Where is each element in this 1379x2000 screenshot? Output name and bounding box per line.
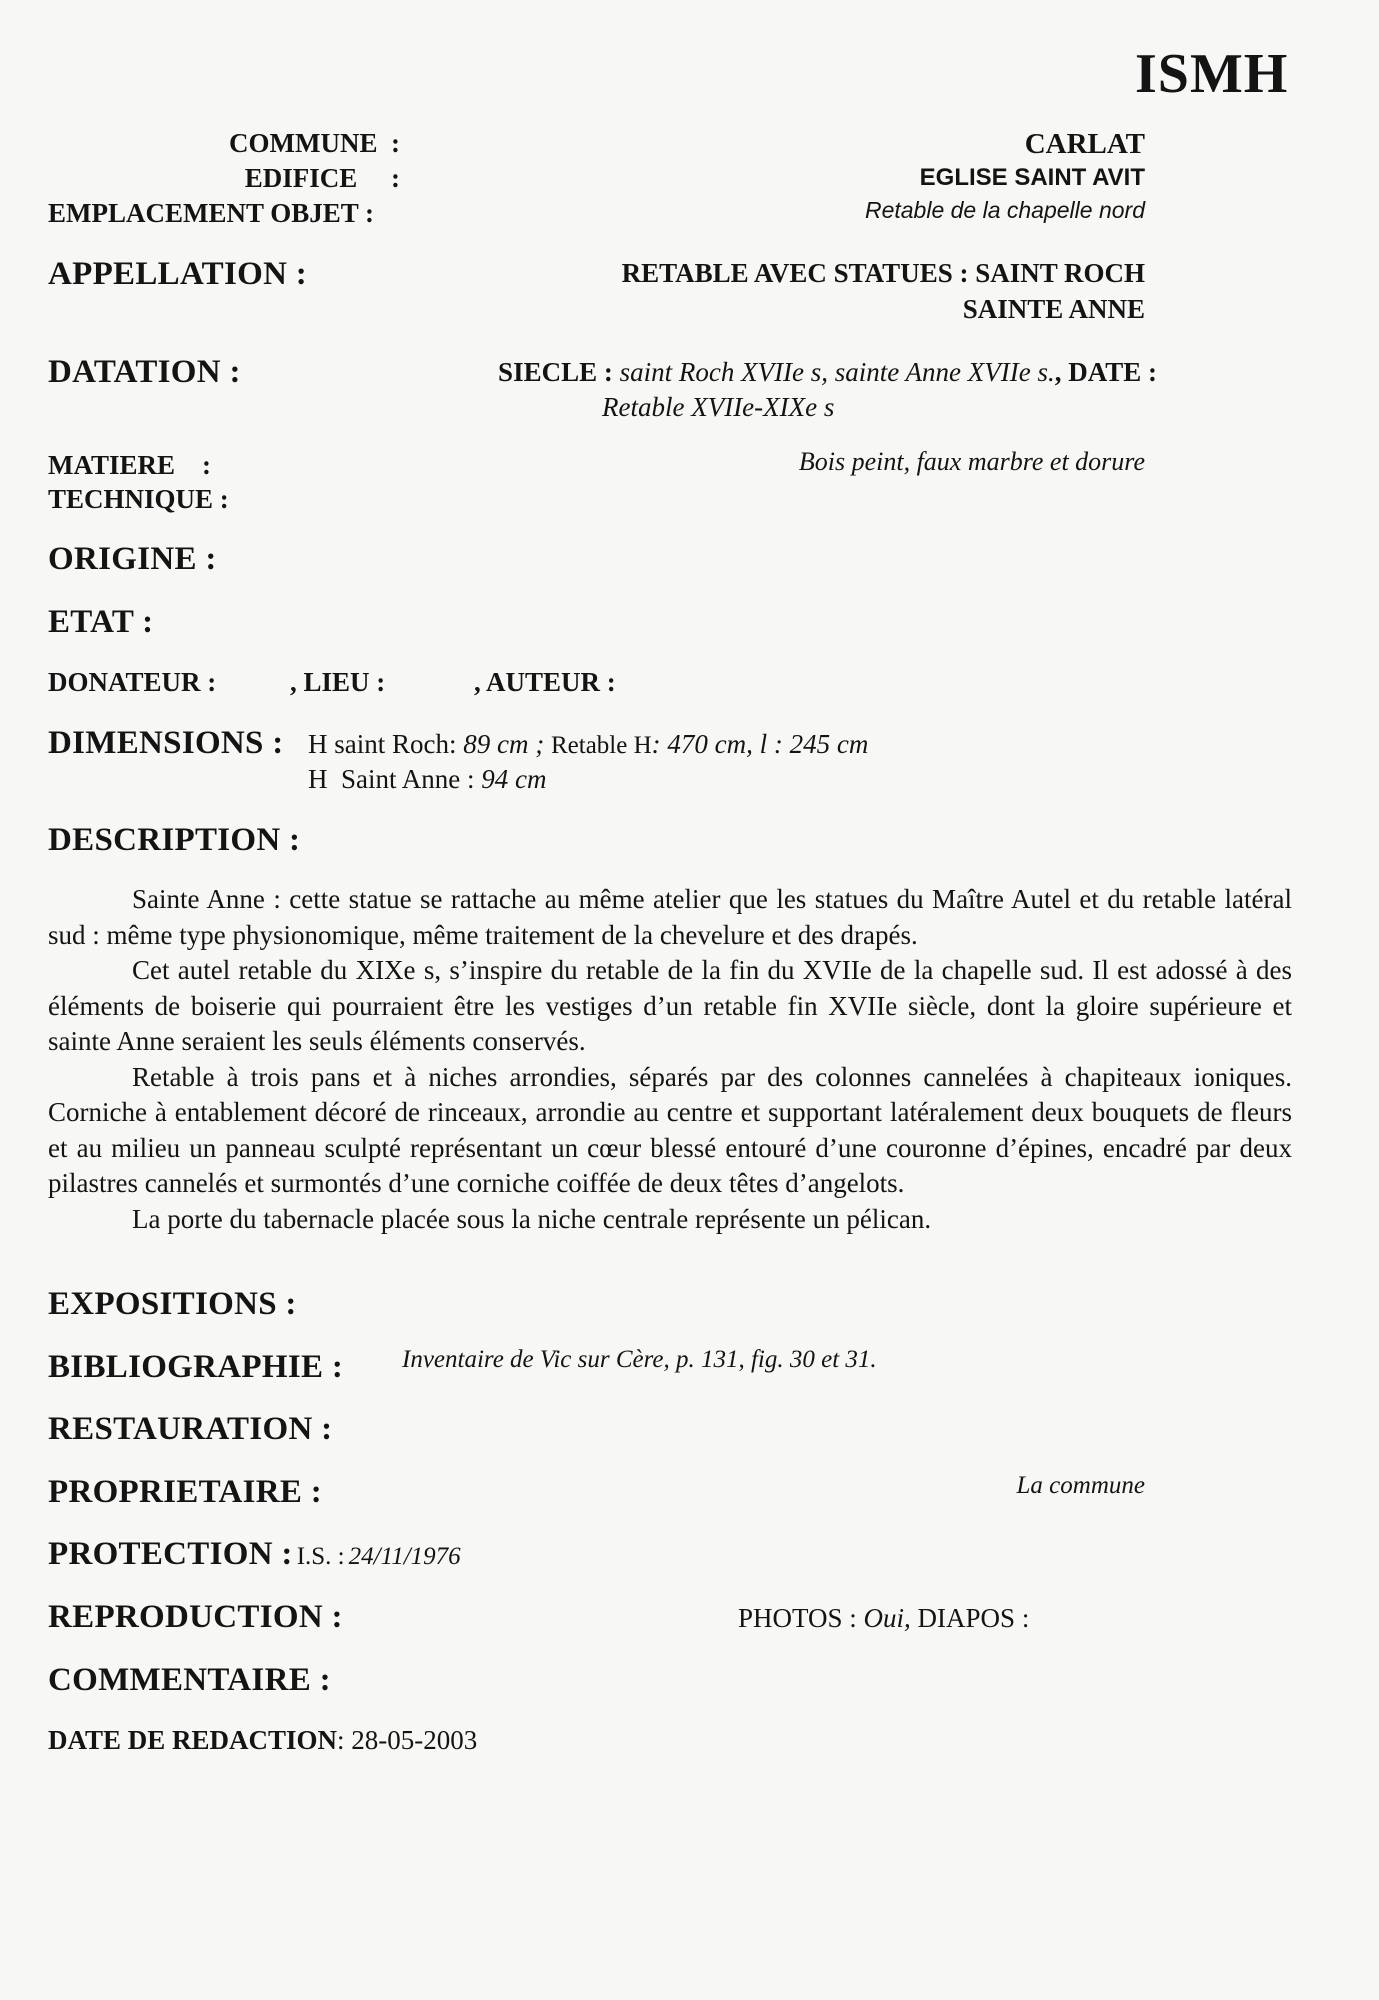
appellation-line1: RETABLE AVEC STATUES : SAINT ROCH [621, 258, 1145, 288]
protection-type: I.S. : [296, 1543, 345, 1570]
dimensions-line2 [308, 764, 547, 795]
description-paragraph: Retable à trois pans et à niches arrondies, séparés par des colonnes cannelées à chapiteaux ioniques. Corniche à entablement décoré de rinceaux, arrondie au centre et supportant latéralement deux bouquets de fleurs et au milieu un panneau sculpté représentant un cœur blessé entouré d’une couronne d’épines, encadré par deux pilastres cannelés et surmontés d’une corniche coiffée de deux têtes d’angelots. [48, 1061, 1292, 1198]
origine-label: ORIGINE : [48, 541, 217, 577]
donateur-label: DONATEUR : [48, 667, 217, 697]
siecle-label: SIECLE : [498, 357, 613, 387]
dimensions-label: DIMENSIONS : [48, 725, 284, 761]
auteur-label: , AUTEUR : [474, 667, 616, 697]
date-label: , DATE : [1054, 357, 1157, 387]
ismh-stamp: ISMH [1135, 43, 1289, 105]
commune-value: CARLAT [1024, 128, 1145, 160]
dim-sainte-anne-sep: : [467, 764, 475, 794]
emplacement-label: EMPLACEMENT OBJET : [48, 198, 375, 228]
dim-sainte-anne-label: H Saint Anne [308, 764, 461, 794]
dim-retable-label: Retable H [550, 732, 652, 759]
date-redaction-label: DATE DE REDACTION [48, 1725, 338, 1755]
appellation-line2: SAINTE ANNE [962, 294, 1145, 324]
bibliographie-label: BIBLIOGRAPHIE : [48, 1349, 344, 1385]
edifice-label: EDIFICE : [244, 163, 400, 193]
dim-saint-roch-value: 89 cm ; [463, 729, 545, 759]
date-redaction-value: : 28-05-2003 [337, 1725, 478, 1755]
expositions-label: EXPOSITIONS : [48, 1286, 297, 1322]
reproduction-photos [738, 1603, 1029, 1634]
diapos-label: DIAPOS : [917, 1603, 1030, 1633]
description-paragraph: La porte du tabernacle placée sous la niche centrale représente un pélican. [132, 1203, 932, 1234]
date-redaction-row [48, 1725, 477, 1756]
photos-label: PHOTOS : [738, 1603, 857, 1633]
matiere-label: MATIERE : [48, 450, 212, 480]
datation-line1 [498, 357, 1157, 388]
dimensions-line1 [308, 729, 868, 760]
appellation-label: APPELLATION : [48, 256, 308, 292]
etat-label: ETAT : [48, 604, 154, 640]
protection-date: 24/11/1976 [348, 1543, 461, 1570]
description-label: DESCRIPTION : [48, 822, 301, 858]
matiere-value: Bois peint, faux marbre et dorure [798, 447, 1145, 476]
bibliographie-value: Inventaire de Vic sur Cère, p. 131, fig. 30 et 31. [402, 1346, 877, 1373]
dim-saint-roch-label: H saint Roch: [308, 729, 457, 759]
proprietaire-value: La commune [1016, 1472, 1145, 1499]
photos-value: Oui, [863, 1603, 911, 1633]
description-body [48, 882, 1292, 1237]
datation-label: DATATION : [48, 354, 241, 390]
edifice-value: EGLISE SAINT AVIT [919, 164, 1145, 191]
emplacement-value: Retable de la chapelle nord [864, 197, 1145, 223]
dim-sainte-anne-value: 94 cm [481, 764, 547, 794]
commentaire-label: COMMENTAIRE : [48, 1662, 331, 1698]
siecle-value: saint Roch XVIIe s, sainte Anne XVIIe s. [619, 357, 1055, 387]
datation-line2: Retable XVIIe-XIXe s [602, 392, 835, 422]
description-paragraph: Sainte Anne : cette statue se rattache au même atelier que les statues du Maître Autel et du retable latéral sud : même type physionomique, même traitement de la chevelure et des drapés. [48, 884, 1292, 950]
dim-retable-value: : 470 cm, l : 245 cm [651, 729, 869, 759]
lieu-label: , LIEU : [290, 667, 386, 697]
restauration-label: RESTAURATION : [48, 1411, 333, 1447]
proprietaire-label: PROPRIETAIRE : [48, 1474, 323, 1510]
description-paragraph: Cet autel retable du XIXe s, s’inspire du retable de la fin du XVIIe de la chapelle sud. Il est adossé à des éléments de boiserie qui pourraient être les vestiges d’un retable fin XVIIe siècle, dont la gloire supérieure et sainte Anne seraient les seuls éléments conservés. [48, 955, 1292, 1056]
reproduction-label: REPRODUCTION : [48, 1599, 343, 1635]
technique-label: TECHNIQUE : [48, 484, 229, 514]
commune-label: COMMUNE : [229, 128, 400, 158]
protection-label: PROTECTION : [48, 1536, 293, 1572]
protection-row [48, 1536, 461, 1573]
